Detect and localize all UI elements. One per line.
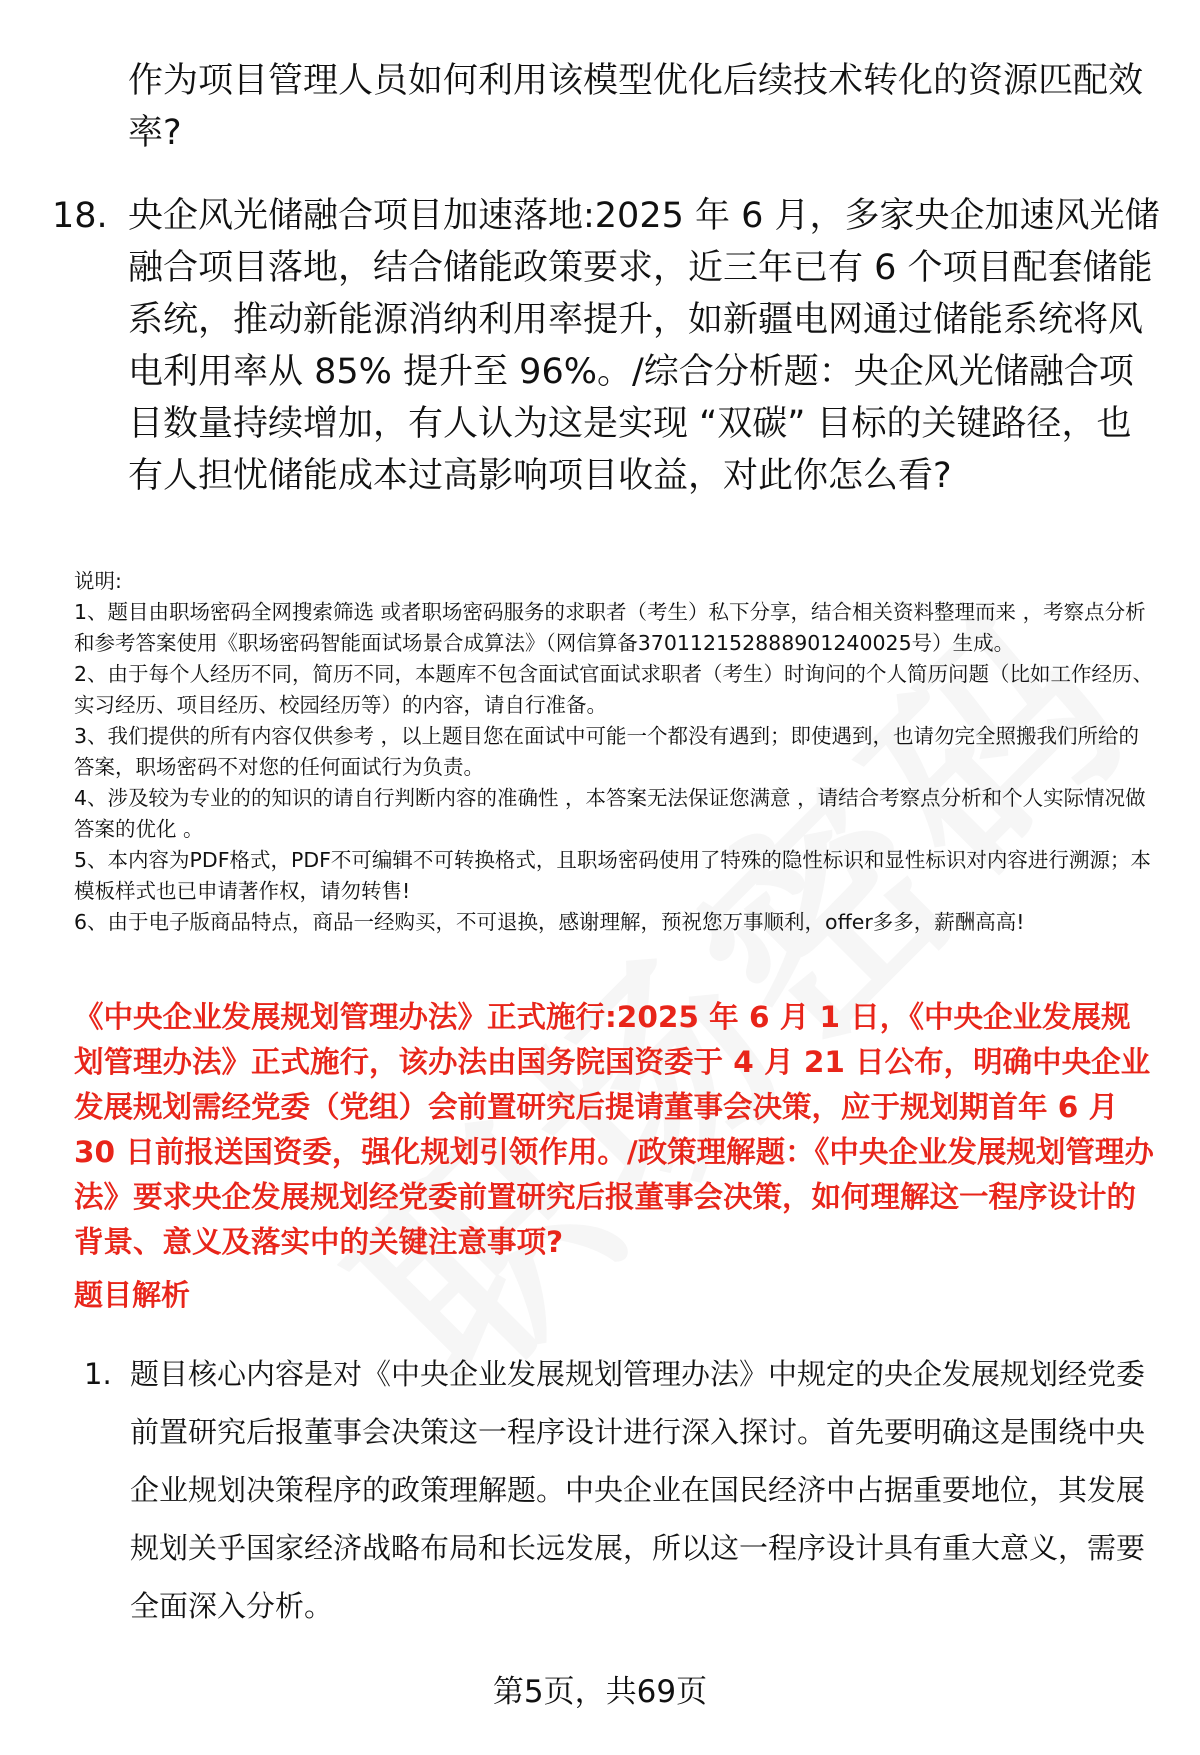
- question-number: 18.: [52, 196, 108, 236]
- notes-item: 6、由于电子版商品特点，商品一经购买，不可退换，感谢理解，预祝您万事顺利，offer多多，薪酬高高!: [74, 910, 1025, 934]
- analysis-item-number: 1.: [84, 1357, 112, 1391]
- page-footer: 第5页，共69页: [492, 1674, 708, 1710]
- analysis-item: [84, 1345, 1159, 1635]
- question-18: [52, 190, 1162, 502]
- notes-item: 3、我们提供的所有内容仅供参考 ，以上题目您在面试中可能一个都没有遇到；即使遇到，也请勿完全照搬我们所给的答案，职场密码不对您的任何面试行为负责。: [74, 724, 1140, 779]
- analysis-item-text: 题目核心内容是对《中央企业发展规划管理办法》中规定的央企发展规划经党委前置研究后报董事会决策这一程序设计进行深入探讨。首先要明确这是围绕中央企业规划决策程序的政策理解题。中央企业在国民经济中占据重要地位，其发展规划关乎国家经济战略布局和长远发展，所以这一程序设计具有重大意义，需要全面深入分析。: [130, 1357, 1146, 1623]
- notes-section: [74, 566, 1159, 938]
- question-continuation: 作为项目管理人员如何利用该模型优化后续技术转化的资源匹配效率?: [128, 61, 1144, 153]
- notes-item: 4、涉及较为专业的的知识的请自行判断内容的准确性 ，本答案无法保证您满意 ，请结合考察点分析和个人实际情况做答案的优化 。: [74, 786, 1146, 841]
- analysis-title: 题目解析: [74, 1278, 191, 1312]
- notes-item: 5、本内容为PDF格式，PDF不可编辑不可转换格式，且职场密码使用了特殊的隐性标识和显性标识对内容进行溯源；本模板样式也已申请著作权，请勿转售!: [74, 848, 1151, 903]
- notes-title: 说明:: [74, 569, 122, 593]
- question-text: 央企风光储融合项目加速落地:2025 年 6 月，多家央企加速风光储融合项目落地，结合储能政策要求，近三年已有 6 个项目配套储能系统，推动新能源消纳利用率提升，如新疆电网通过储能系统将风电利用率从 85% 提升至 96%。/综合分析题：央企风光储融合项目数量持续增加，有人认为这是实现 “双碳” 目标的关键路径，也有人担忧储能成本过高影响项目收益，对此你怎么看?: [128, 196, 1160, 496]
- policy-question: 《中央企业发展规划管理办法》正式施行:2025 年 6 月 1 日，《中央企业发展规划管理办法》正式施行，该办法由国务院国资委于 4 月 21 日公布，明确中央企业发展规划需经党委（党组）会前置研究后提请董事会决策，应于规划期首年 6 月 30 日前报送国资委，强化规划引领作用。/政策理解题：《中央企业发展规划管理办法》要求央企发展规划经党委前置研究后报董事会决策，如何理解这一程序设计的背景、意义及落实中的关键注意事项?: [74, 1000, 1154, 1259]
- notes-item: 2、由于每个人经历不同，简历不同，本题库不包含面试官面试求职者（考生）时询问的个人简历问题（比如工作经历、实习经历、项目经历、校园经历等）的内容，请自行准备。: [74, 662, 1154, 717]
- notes-item: 1、题目由职场密码全网搜索筛选 或者职场密码服务的求职者（考生）私下分享，结合相关资料整理而来 ，考察点分析和参考答案使用《职场密码智能面试场景合成算法》（网信算备370112152888901240025号）生成。: [74, 600, 1146, 655]
